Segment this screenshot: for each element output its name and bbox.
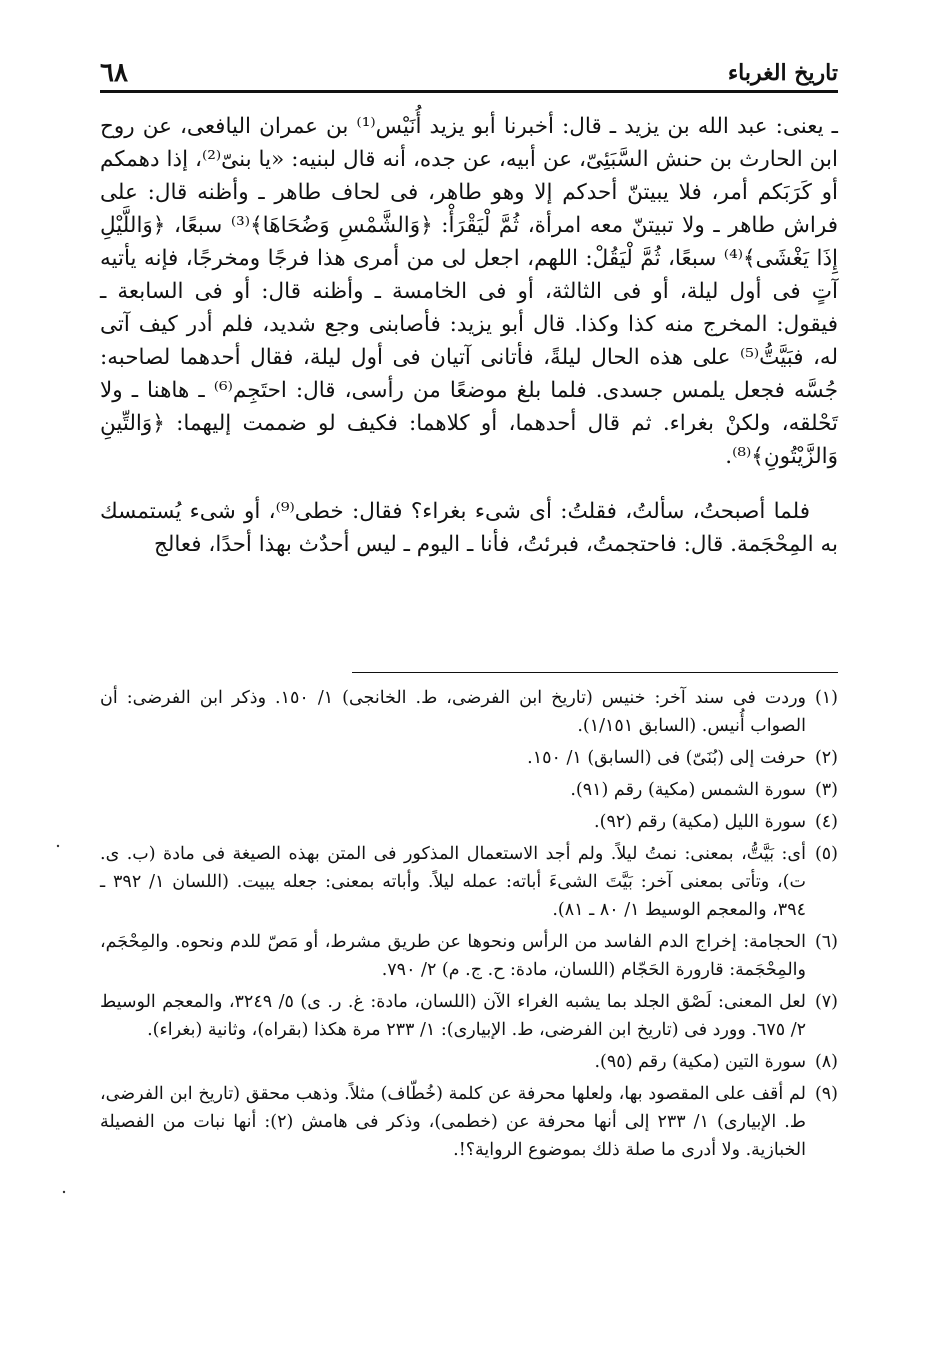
footnote-number: (٧) (814, 992, 838, 1012)
footnote-text: لم أقف على المقصود بها، ولعلها محرفة عن كلمة (خُطّاف) مثلاً. وذهب محقق (تاريخ ابن الفرضى، ط. الإبيارى) ١/ ٢٣٣ إلى أنها محرفة عن (خطمى)، وذكر فى هامش (٢): أنها نبات من الفصيلة الخبازية. ولا أدرى ما صلة ذلك بموضوع الرواية؟!. (100, 1084, 806, 1160)
running-title: تاريخ الغرباء (727, 60, 838, 86)
footnotes (100, 684, 838, 1168)
footnote-number: (٦) (814, 932, 838, 952)
footnote-7 (100, 988, 838, 1044)
footnote-text: وردت فى سند آخر: خنيس (تاريخ ابن الفرضى، ط. الخانجى) ١/ ١٥٠. وذكر ابن الفرضى: أن الصواب أُنيس. (السابق ١/١٥١). (100, 688, 806, 736)
footnote-text: الحجامة: إخراج الدم الفاسد من الرأس ونحوها عن طريق مشرط، أو مَصّ للدم ونحوه. والمِحْجَم، والمِحْجَمة: قارورة الحَجّام (اللسان، مادة: ح. ج. م) ٢/ ٧٩٠. (100, 932, 806, 980)
footnote-6 (100, 928, 838, 984)
paragraph-1: ـ يعنى: عبد الله بن يزيد ـ قال: أخبرنا أبو يزيد أُنَيْس⁽¹⁾ بن عمران اليافعى، عن روح ابن الحارث بن حنش السَّبَئِىّ، عن أبيه، عن جده، أنه قال لبنيه: «يا بنىّ⁽²⁾، إذا دهمكم أو كَرَبَكم أمر، فلا يبيتنّ أحدكم إلا وهو طاهر، فى لحاف طاهر ـ وأظنه قال: على فراش طاهر ـ ولا تبيتنّ معه امرأة، ثُمَّ لْيَقْرَأْ: ﴿وَالشَّمْسِ وَضُحَاهَا﴾⁽³⁾ سبعًا، ﴿وَاللَّيْلِ إِذَا يَغْشَى﴾⁽⁴⁾ سبعًا، ثُمَّ لْيَقُلْ: اللهم، اجعل لى من أمرى هذا فرجًا ومخرجًا، فإنه يأتيه آتٍ فى أول ليلة، أو فى الثالثة، أو فى الخامسة ـ وأظنه قال: أو فى السابعة ـ فيقول: المخرج منه كذا وكذا. قال أبو يزيد: فأصابنى وجع شديد، فلم أدر كيف آتى له، فبَيَّتُّ⁽⁵⁾ على هذه الحال ليلةً، فأتانى آتيان فى أول ليلة، فقال أحدهما لصاحبه: جُسَّه فجعل يلمس جسدى. فلما بلغ موضعًا من رأسى، قال: احتَجِم⁽⁶⁾ ـ هاهنا ـ ولا تَحْلقه، ولكنْ بغراء. ثم قال أحدهما، أو كلاهما: فكيف لو ضممت إليهما: ﴿وَالتِّينِ وَالزَّيْتُونِ﴾⁽⁸⁾. (100, 114, 838, 469)
footnote-number: (٣) (814, 780, 838, 800)
footnote-number: (٤) (814, 812, 838, 832)
footnote-text: لعل المعنى: لَصْق الجلد بما يشبه الغراء الآن (اللسان، مادة: غ. ر. ى) ٥/ ٣٢٤٩، والمعجم الوسيط ٢/ ٦٧٥. وورد فى (تاريخ ابن الفرضى، ط. الإبيارى): ١/ ٢٣٣ مرة هكذا (بقراه)، وثانية (بغراء). (100, 992, 807, 1040)
footnote-text: حرفت إلى (بُنَىّ) فى (السابق) ١/ ١٥٠. (527, 748, 806, 768)
page-number: ٦٨ (100, 58, 128, 88)
paragraph-2: فلما أصبحتُ، سألتُ، فقلتُ: أى شىء بغراء؟ فقال: خطى⁽⁹⁾، أو شىء يُستمسك به المِحْجَمة. قال: فاحتجمتُ، فبرئتُ، فأنا ـ اليوم ـ ليس أحدٌث بهذا أحدًا، فعالج (100, 499, 838, 557)
footnote-2 (100, 744, 838, 772)
footnote-9 (100, 1080, 838, 1164)
footnote-text: أى: بَيَّتُّ، بمعنى: نمتُ ليلاً. ولم أجد الاستعمال المذكور فى المتن بهذه الصيغة فى مادة (ب. ى. ت)، وتأتى بمعنى آخر: بَيَّتَ الشىءَ أباته: عمله ليلاً. وأباته بمعنى: جعله يبيت. (اللسان ١/ ٣٩٢ ـ ٣٩٤، والمعجم الوسيط ١/ ٨٠ ـ ٨١). (100, 844, 806, 920)
footnote-8 (100, 1048, 838, 1076)
footnote-number: (٥) (814, 844, 838, 864)
footnote-5 (100, 840, 838, 924)
footnote-number: (٩) (814, 1084, 838, 1104)
footnote-text: سورة الليل (مكية) رقم (٩٢). (594, 812, 806, 832)
footnote-number: (١) (814, 688, 838, 708)
footnote-4 (100, 808, 838, 836)
footnote-1 (100, 684, 838, 740)
footnote-text: سورة التين (مكية) رقم (٩٥). (594, 1052, 806, 1072)
footnote-3 (100, 776, 838, 804)
footnote-text: سورة الشمس (مكية) رقم (٩١). (570, 780, 806, 800)
page-header (100, 52, 838, 93)
footnote-number: (٢) (814, 748, 838, 768)
footnote-separator (352, 672, 838, 673)
footnote-number: (٨) (814, 1052, 838, 1072)
main-text (100, 110, 838, 561)
